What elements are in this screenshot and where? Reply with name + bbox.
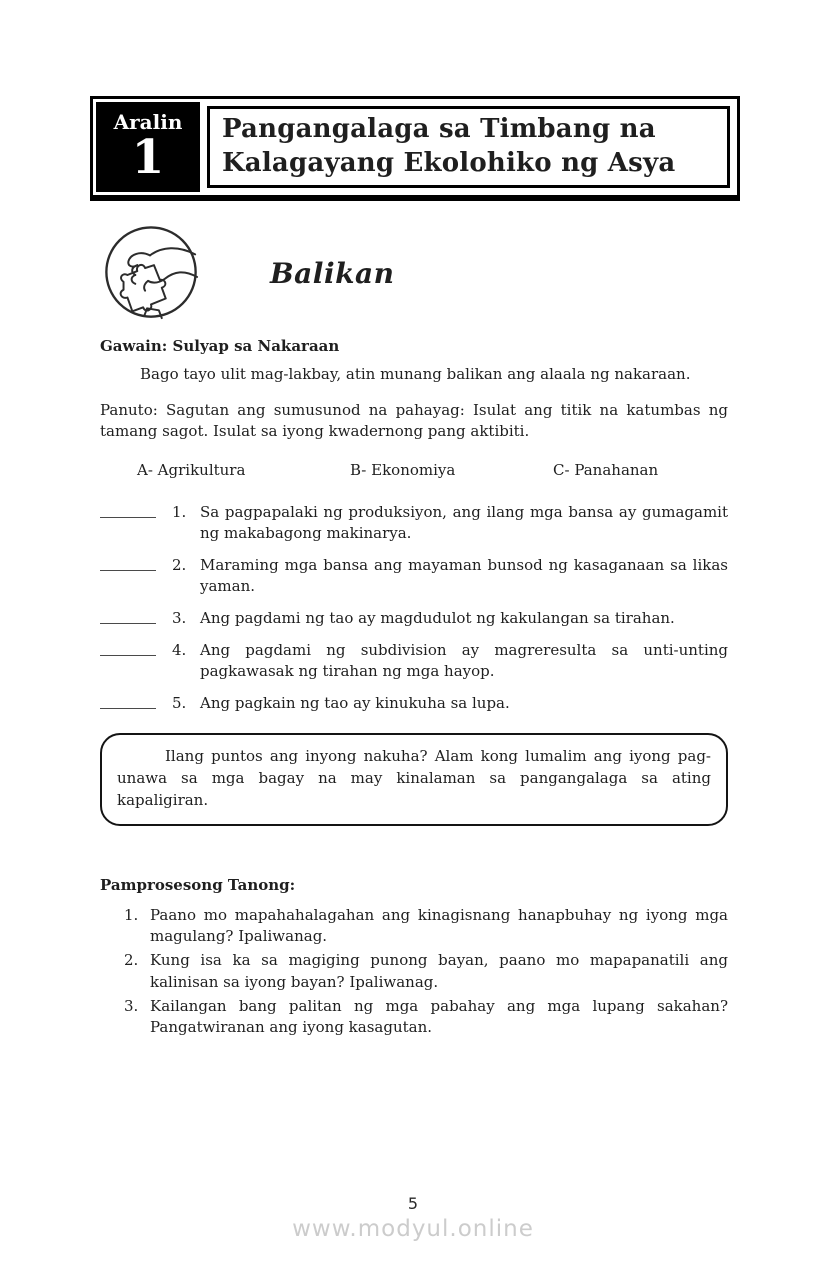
quiz-item-number: 1. <box>172 503 187 522</box>
section-heading-balikan: Balikan <box>270 257 395 291</box>
process-question-number: 1. <box>124 905 139 924</box>
lesson-title-box <box>207 106 730 188</box>
lesson-number-cell <box>96 102 200 192</box>
process-question <box>100 905 728 949</box>
hand-holding-puzzle-piece-icon <box>100 223 202 325</box>
quiz-item-number: 4. <box>172 641 187 660</box>
quiz-item <box>100 693 728 714</box>
review-section-header <box>100 223 728 325</box>
process-question <box>100 996 728 1040</box>
lesson-title: Pangangalaga sa Timbang na Kalagayang Ekolohiko ng Asya <box>222 114 676 178</box>
process-questions-title: Pamprosesong Tanong: <box>100 875 296 894</box>
choice-b: B- Ekonomiya <box>350 461 456 480</box>
activity-intro: Bago tayo ulit mag-lakbay, atin munang balikan ang alaala ng nakaraan. <box>140 364 691 383</box>
process-question-text: Kailangan bang palitan ng mga pabahay ang mga lupang sakahan? Pangatwiranan ang iyong kasagutan. <box>150 996 728 1037</box>
choice-a: A- Agrikultura <box>137 461 246 480</box>
quiz-item-number: 3. <box>172 609 187 628</box>
lesson-label: Aralin <box>113 110 183 135</box>
score-note-box <box>100 733 728 825</box>
answer-blank <box>100 640 156 656</box>
quiz-item-number: 2. <box>172 556 187 575</box>
choice-c: C- Panahanan <box>553 461 659 480</box>
activity-instructions: Panuto: Sagutan ang sumusunod na pahayag: Isulat ang titik na katumbas ng tamang sagot. Isulat sa iyong kwadernong pang aktibiti. <box>100 400 728 441</box>
process-question <box>100 950 728 994</box>
quiz-item <box>100 555 728 597</box>
quiz-item-text: Sa pagpapalaki ng produksiyon, ang ilang mga bansa ay gumagamit ng makabagong makinarya. <box>200 503 728 543</box>
quiz-item-number: 5. <box>172 694 187 713</box>
quiz-item <box>100 502 728 544</box>
process-question-text: Kung isa ka sa magiging punong bayan, paano mo mapapanatili ang kalinisan sa iyong bayan? Ipaliwanag. <box>150 951 728 991</box>
quiz-item-text: Ang pagkain ng tao ay kinukuha sa lupa. <box>200 694 510 713</box>
answer-blank <box>100 693 156 709</box>
answer-blank <box>100 608 156 624</box>
quiz-item-text: Ang pagdami ng tao ay magdudulot ng kakulangan sa tirahan. <box>200 609 675 628</box>
process-question-number: 2. <box>124 951 139 970</box>
quiz-item-text: Maraming mga bansa ang mayaman bunsod ng kasaganaan sa likas yaman. <box>200 556 728 596</box>
answer-blank <box>100 555 156 571</box>
lesson-number: 1 <box>131 130 165 186</box>
activity-title: Gawain: Sulyap sa Nakaraan <box>100 336 340 355</box>
process-question-text: Paano mo mapahahalagahan ang kinagisnang hanapbuhay ng iyong mga magulang? Ipaliwanag. <box>150 905 728 946</box>
module-page <box>0 96 826 1265</box>
page-number: 5 <box>407 1194 419 1213</box>
watermark: www.modyul.online <box>292 1216 534 1242</box>
score-note-text: Ilang puntos ang inyong nakuha? Alam kong lumalim ang iyong pag-unawa sa mga bagay na may kinalaman sa pangangalaga sa ating kapaligiran. <box>117 747 711 809</box>
quiz-item-text: Ang pagdami ng subdivision ay magreresulta sa unti-unting pagkawasak ng tirahan ng mga hayop. <box>200 641 728 681</box>
quiz-item <box>100 608 728 629</box>
quiz-list <box>100 502 728 714</box>
process-questions-list <box>100 905 728 1040</box>
choice-key-row <box>100 461 728 479</box>
quiz-item <box>100 640 728 682</box>
lesson-header <box>90 96 740 201</box>
process-question-number: 3. <box>124 996 139 1015</box>
answer-blank <box>100 502 156 518</box>
